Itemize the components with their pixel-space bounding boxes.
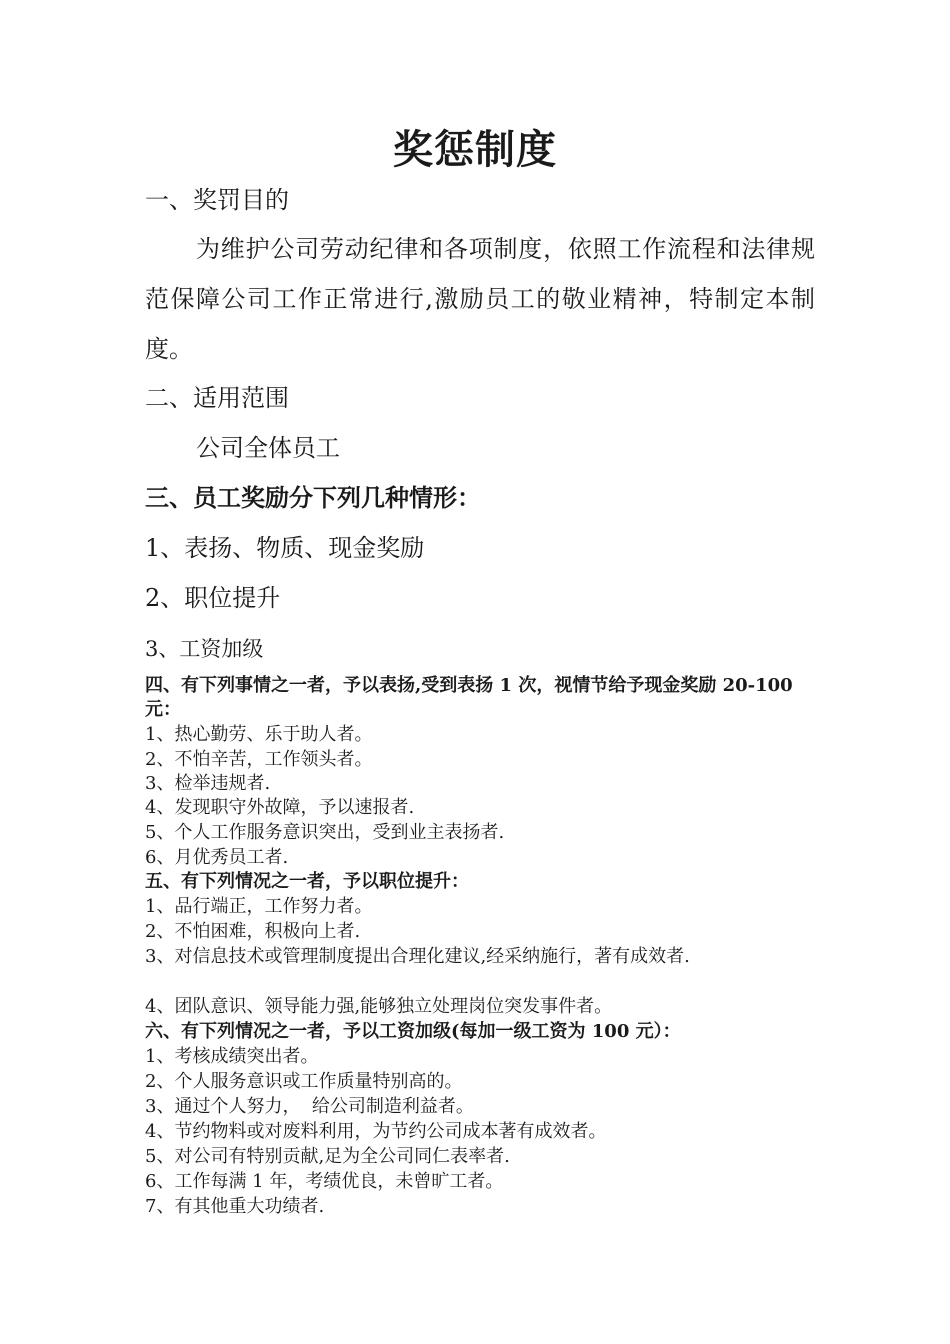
list-item: 2、不怕困难，积极向上者.	[145, 921, 361, 942]
list-item: 5、个人工作服务意识突出，受到业主表扬者.	[145, 822, 505, 843]
list-item: 4、发现职守外故障，予以速报者.	[145, 797, 415, 818]
list-item: 2、个人服务意识或工作质量特别高的。	[145, 1071, 463, 1092]
reward-type-item: 1、表扬、物质、现金奖励	[145, 534, 425, 562]
list-item: 3、检举违规者.	[145, 773, 271, 794]
list-item: 7、有其他重大功绩者.	[145, 1196, 325, 1217]
section-heading-praise: 四、有下列事情之一者，予以表扬,受到表扬 1 次，视情节给予现金奖励 20-100 元：	[145, 675, 793, 720]
reward-type-item: 3、工资加级	[145, 637, 264, 661]
reward-type-item: 2、职位提升	[145, 584, 281, 612]
section-heading-purpose: 一、奖罚目的	[145, 186, 289, 214]
section-heading-promotion: 五、有下列情况之一者，予以职位提升：	[145, 871, 469, 892]
list-item: 3、对信息技术或管理制度提出合理化建议,经采纳施行，著有成效者.	[145, 946, 690, 967]
list-item: 3、通过个人努力， 给公司制造利益者。	[145, 1096, 474, 1117]
list-item: 4、团队意识、领导能力强,能够独立处理岗位突发事件者。	[145, 996, 613, 1017]
list-item: 4、节约物料或对废料利用，为节约公司成本著有成效者。	[145, 1121, 607, 1142]
section-heading-reward-types: 三、员工奖励分下列几种情形：	[145, 483, 481, 512]
scope-content: 公司全体员工	[196, 434, 340, 462]
list-item: 1、考核成绩突出者。	[145, 1046, 319, 1067]
list-item: 2、不怕辛苦，工作领头者。	[145, 749, 373, 770]
list-item: 5、对公司有特别贡献,足为全公司同仁表率者.	[145, 1146, 510, 1167]
list-item: 6、月优秀员工者.	[145, 847, 289, 868]
list-item: 6、工作每满 1 年，考绩优良，未曾旷工者。	[145, 1171, 504, 1192]
document-title: 奖惩制度	[393, 126, 557, 173]
section-heading-salary-raise: 六、有下列情况之一者，予以工资加级(每加一级工资为 100 元）：	[145, 1021, 681, 1042]
section-heading-scope: 二、适用范围	[145, 384, 289, 412]
purpose-paragraph: 为维护公司劳动纪律和各项制度，依照工作流程和法律规范保障公司工作正常进行,激励员工的敬业精神，特制定本制度。	[145, 235, 815, 363]
list-item: 1、品行端正，工作努力者。	[145, 896, 373, 917]
list-item: 1、热心勤劳、乐于助人者。	[145, 724, 373, 745]
